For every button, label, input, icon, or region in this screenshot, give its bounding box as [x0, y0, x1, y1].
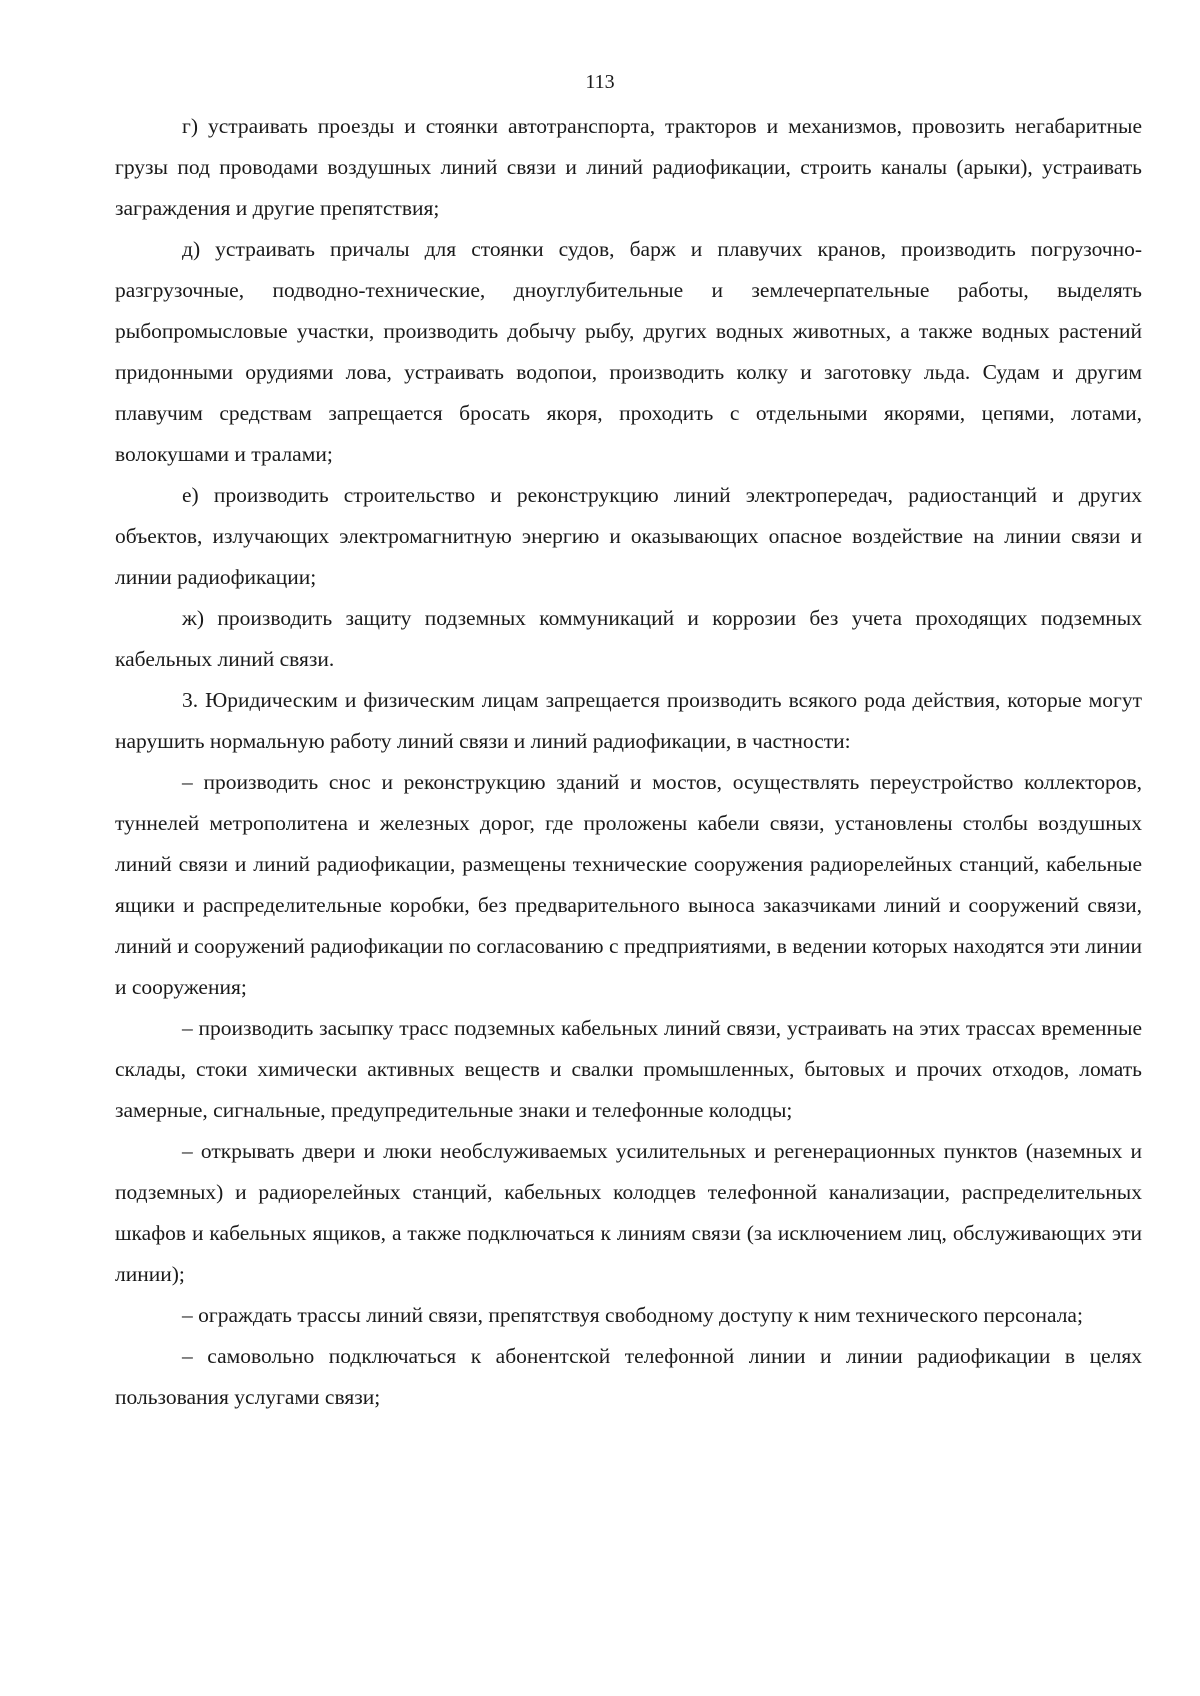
paragraph-g: г) устраивать проезды и стоянки автотранспорта, тракторов и механизмов, провозить негабаритные грузы под проводами воздушных линий связи и линий радиофикации, строить каналы (арыки), устраивать заграждения и другие препятствия; — [115, 114, 1142, 220]
list-item-open-doors: – открывать двери и люки необслуживаемых усилительных и регенерационных пунктов (наземных и подземных) и радиорелейных станций, кабельных колодцев телефонной канализации, распределительных шкафов и кабельных ящиков, а также подключаться к линиям связи (за исключением лиц, обслуживающих эти линии); — [115, 1139, 1142, 1286]
list-item-backfill: – производить засыпку трасс подземных кабельных линий связи, устраивать на этих трассах временные склады, стоки химически активных веществ и свалки промышленных, бытовых и прочих отходов, ломать замерные, сигнальные, предупредительные знаки и телефонные колодцы; — [115, 1016, 1142, 1122]
page-number: 113 — [585, 71, 615, 93]
document-body — [115, 106, 1142, 1418]
paragraph-d: д) устраивать причалы для стоянки судов, барж и плавучих кранов, производить погрузочно-разгрузочные, подводно-технические, дноуглубительные и землечерпательные работы, выделять рыбопромысловые участки, производить добычу рыбу, других водных животных, а также водных растений придонными орудиями лова, устраивать водопои, производить колку и заготовку льда. Судам и другим плавучим средствам запрещается бросать якоря, проходить с отдельными якорями, цепями, лотами, волокушами и тралами; — [115, 237, 1142, 466]
list-item-unauthorized-connection: – самовольно подключаться к абонентской телефонной линии и линии радиофикации в целях пользования услугами связи; — [115, 1344, 1142, 1409]
list-item-fencing: – ограждать трассы линий связи, препятствуя свободному доступу к ним технического персонала; — [182, 1303, 1083, 1327]
list-item-demolition: – производить снос и реконструкцию зданий и мостов, осуществлять переустройство коллекторов, туннелей метрополитена и железных дорог, где проложены кабели связи, установлены столбы воздушных линий связи и линий радиофикации, размещены технические сооружения радиорелейных станций, кабельные ящики и распределительные коробки, без предварительного выноса заказчиками линий и сооружений связи, линий и сооружений радиофикации по согласованию с предприятиями, в ведении которых находятся эти линии и сооружения; — [115, 770, 1142, 999]
paragraph-zh: ж) производить защиту подземных коммуникаций и коррозии без учета проходящих подземных кабельных линий связи. — [115, 606, 1142, 671]
paragraph-section-3: 3. Юридическим и физическим лицам запрещается производить всякого рода действия, которые могут нарушить нормальную работу линий связи и линий радиофикации, в частности: — [115, 688, 1142, 753]
paragraph-e: е) производить строительство и реконструкцию линий электропередач, радиостанций и других объектов, излучающих электромагнитную энергию и оказывающих опасное воздействие на линии связи и линии радиофикации; — [115, 483, 1142, 589]
